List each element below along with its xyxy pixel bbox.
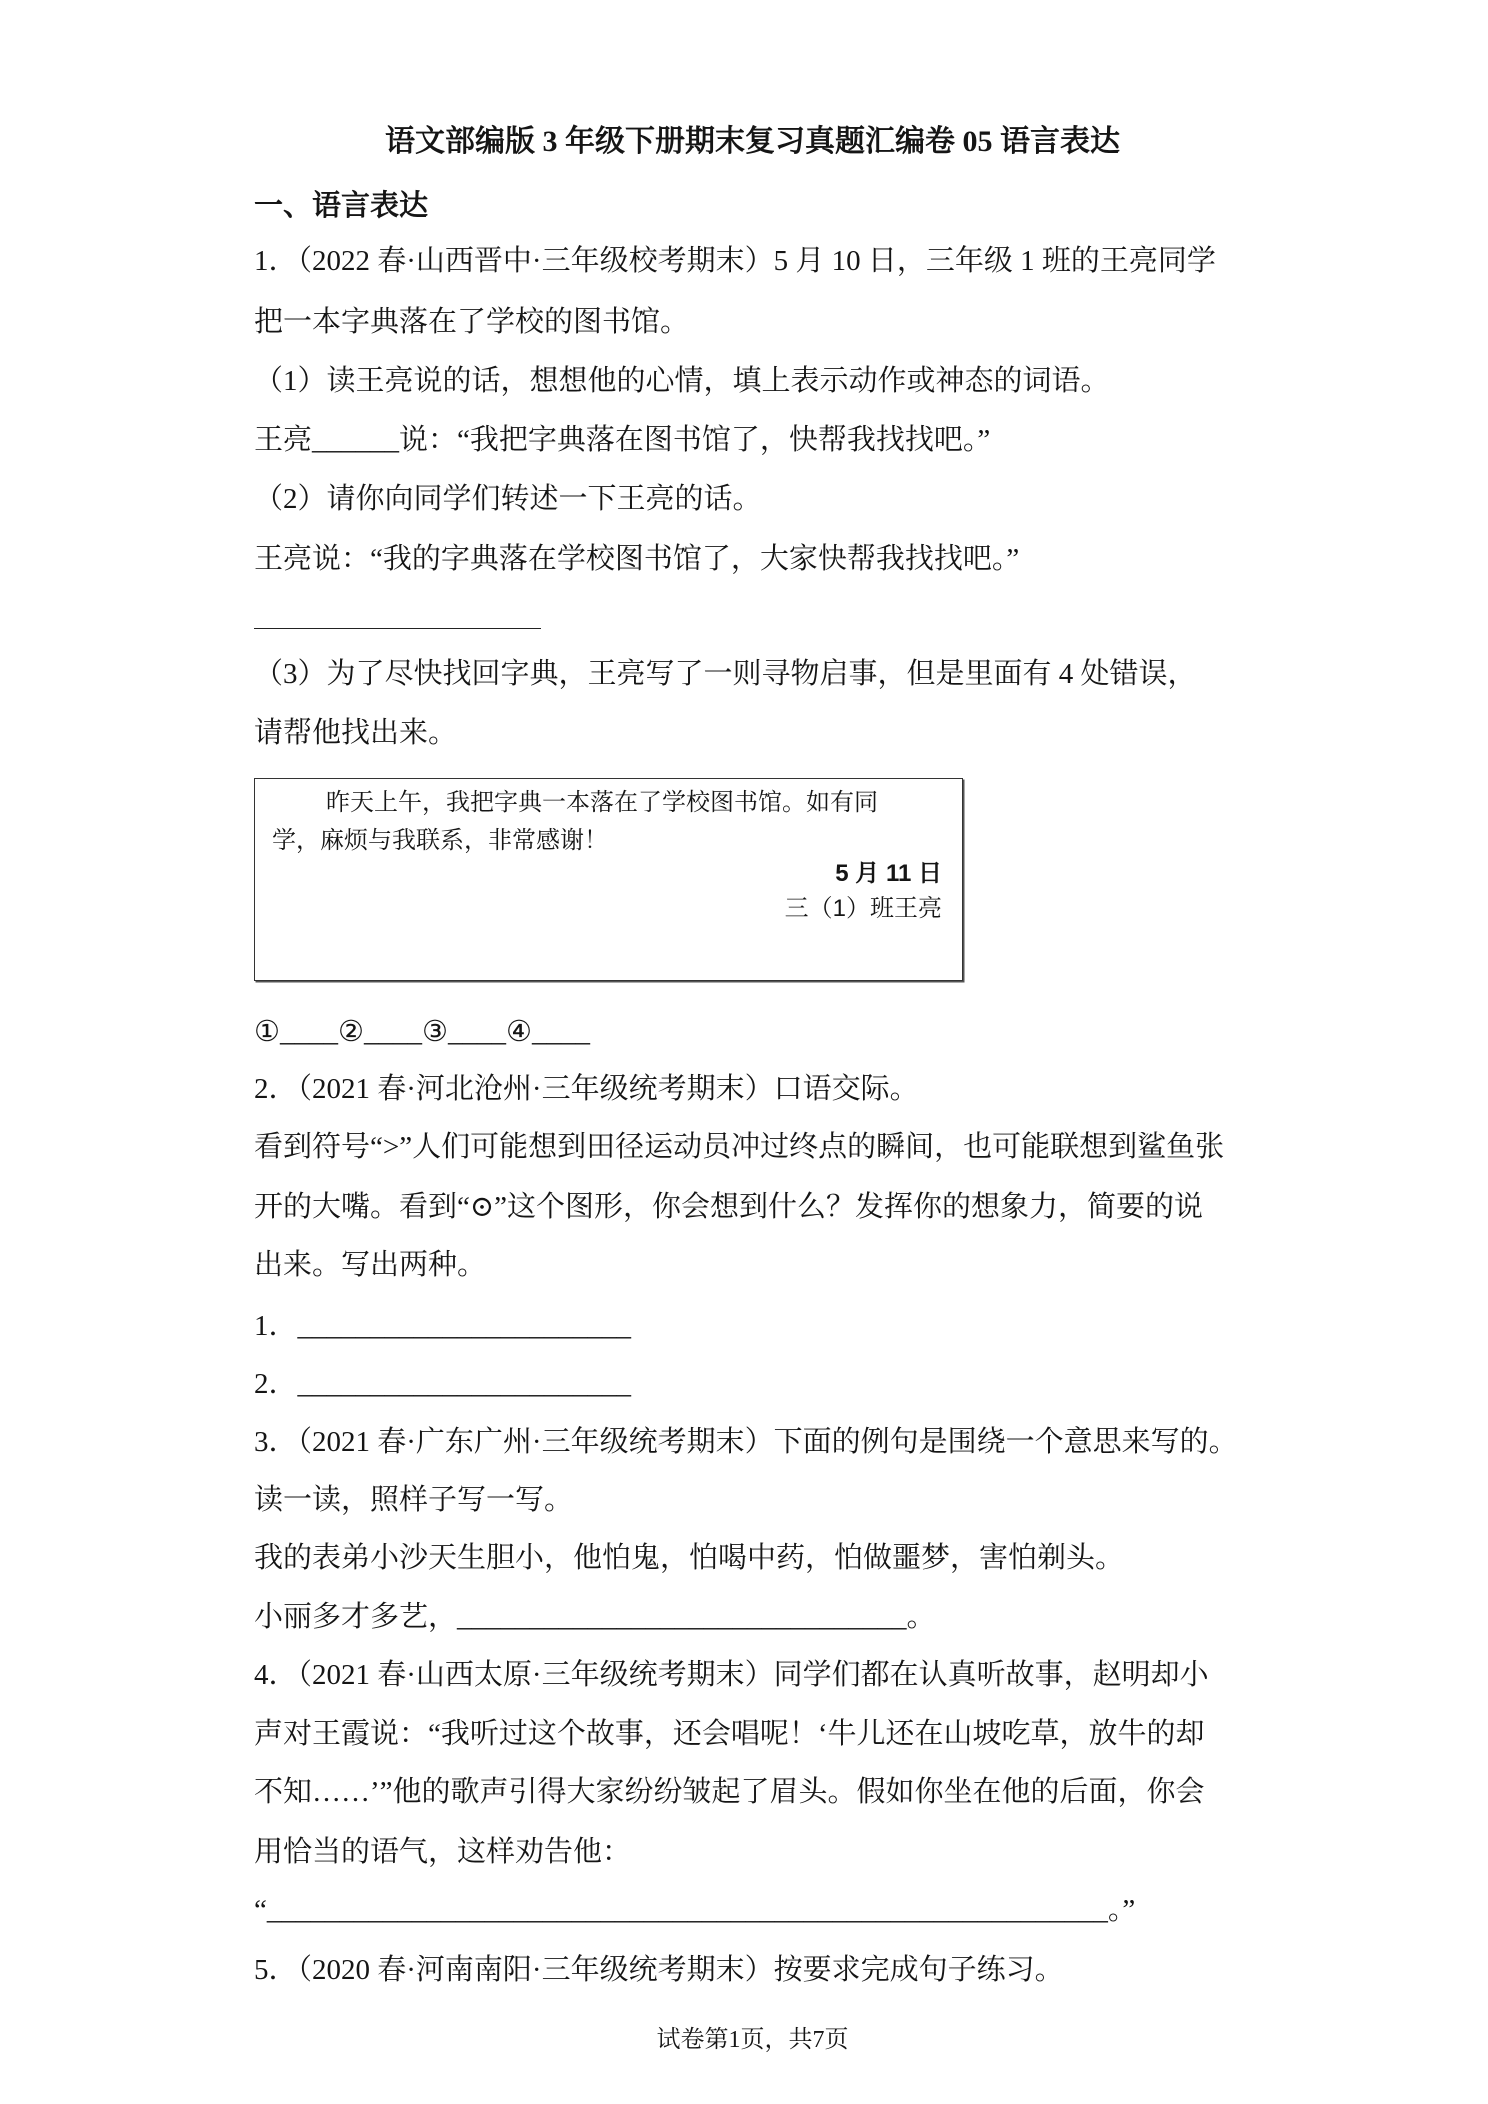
q1-part3-prompt-line-2: 请帮他找出来。: [254, 717, 458, 749]
q1-part2-prompt: （2）请你向同学们转述一下王亮的话。: [254, 483, 762, 515]
q4-stem-line-1: 4．（2021 春·山西太原·三年级统考期末）同学们都在认真听故事，赵明却小: [254, 1659, 1209, 1691]
q3-task-blank: 小丽多才多艺，_______________________________。: [254, 1601, 936, 1633]
q4-stem-line-4: 用恰当的语气，这样劝告他：: [254, 1836, 632, 1868]
notice-date: 5 月 11 日: [835, 860, 942, 887]
q1-part2-answer-line: [254, 628, 541, 629]
lost-item-notice-box: [254, 778, 963, 981]
q1-part1-sentence: 王亮______说：“我把字典落在图书馆了，快帮我找找吧。”: [254, 424, 991, 456]
q1-part3-answer-blanks: ①____②____③____④____: [254, 1016, 590, 1048]
q1-part3-prompt-line-1: （3）为了尽快找回字典，王亮写了一则寻物启事，但是里面有 4 处错误，: [254, 658, 1197, 690]
q1-stem-line-2: 把一本字典落在了学校的图书馆。: [254, 306, 690, 338]
notice-body-line-1: 昨天上午，我把字典一本落在了学校图书馆。如有同: [326, 789, 878, 816]
q4-stem-line-3: 不知……’”他的歌声引得大家纷纷皱起了眉头。假如你坐在他的后面，你会: [254, 1776, 1205, 1808]
q5-stem: 5．（2020 春·河南南阳·三年级统考期末）按要求完成句子练习。: [254, 1954, 1064, 1986]
q2-answer-blank-2: 2．_______________________: [254, 1368, 632, 1400]
q2-stem-line-1: 2．（2021 春·河北沧州·三年级统考期末）口语交际。: [254, 1073, 919, 1105]
q1-part2-quote: 王亮说：“我的字典落在学校图书馆了，大家快帮我找找吧。”: [254, 543, 1020, 575]
q2-stem-line-2: 看到符号“>”人们可能想到田径运动员冲过终点的瞬间，也可能联想到鲨鱼张: [254, 1131, 1225, 1163]
q1-part1-prompt: （1）读王亮说的话，想想他的心情，填上表示动作或神态的词语。: [254, 365, 1110, 397]
q3-stem-line-1: 3．（2021 春·广东广州·三年级统考期末）下面的例句是围绕一个意思来写的。: [254, 1426, 1238, 1458]
q3-stem-line-2: 读一读，照样子写一写。: [254, 1484, 574, 1516]
section-heading: 一、语言表达: [254, 190, 429, 222]
notice-signature: 三（1）班王亮: [784, 895, 942, 922]
q1-stem-line-1: 1．（2022 春·山西晋中·三年级校考期末）5 月 10 日，三年级 1 班的王亮同学: [254, 245, 1216, 277]
q4-stem-line-2: 声对王霞说：“我听过这个故事，还会唱呢！‘牛儿还在山坡吃草，放牛的却: [254, 1718, 1205, 1750]
q4-answer-blank: “__________________________________________________________。”: [254, 1894, 1136, 1926]
page-footer: 试卷第1页，共7页: [656, 2027, 849, 2053]
notice-body-line-2: 学，麻烦与我联系，非常感谢！: [272, 827, 608, 854]
q3-example-sentence: 我的表弟小沙天生胆小，他怕鬼，怕喝中药，怕做噩梦，害怕剃头。: [254, 1542, 1125, 1574]
q2-answer-blank-1: 1．_______________________: [254, 1310, 632, 1342]
q2-stem-line-3: 开的大嘴。看到“⊙”这个图形，你会想到什么？发挥你的想象力，简要的说: [254, 1191, 1204, 1223]
page-title: 语文部编版 3 年级下册期末复习真题汇编卷 05 语言表达: [385, 125, 1120, 158]
q2-stem-line-4: 出来。写出两种。: [254, 1249, 487, 1281]
